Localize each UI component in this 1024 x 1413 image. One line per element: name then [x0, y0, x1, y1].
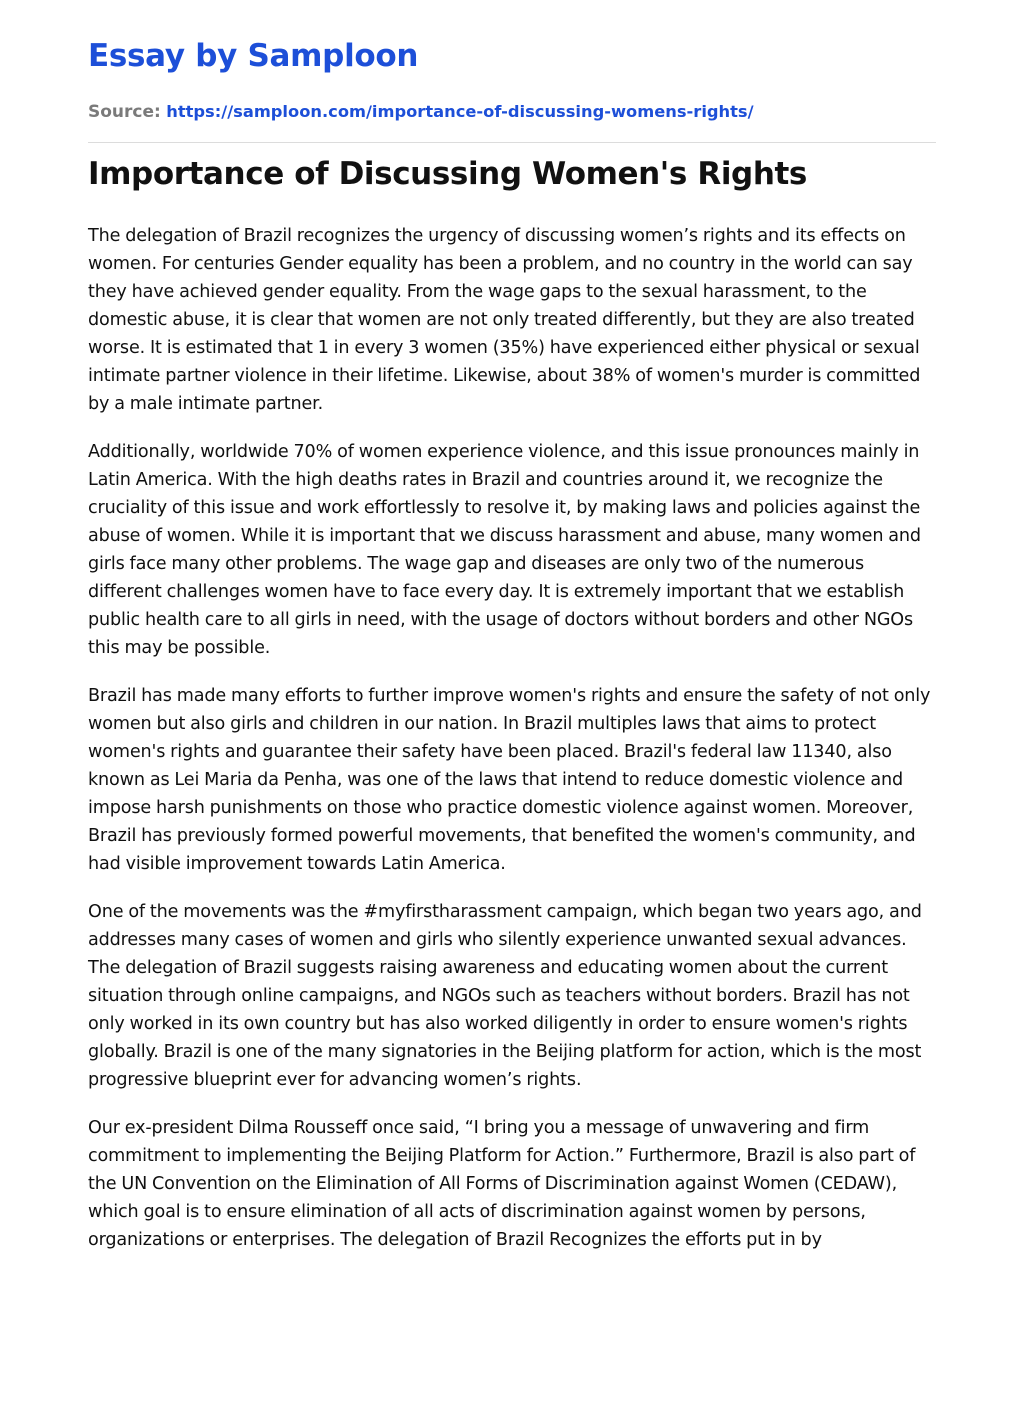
site-brand-title[interactable]: Essay by Samploon — [88, 38, 419, 74]
essay-paragraph: One of the movements was the #myfirstharassment campaign, which began two years ago, and addresses many cases of women and girls who silently experience unwanted sexual advances. The delegation of Brazil suggests raising awareness and educating women about the current situation through online campaigns, and NGOs such as teachers without borders. Brazil has not only worked in its own country but has also worked diligently in order to ensure women's rights globally. Brazil is one of the many signatories in the Beijing platform for action, which is the most progressive blueprint ever for advancing women’s rights. — [88, 902, 922, 1090]
essay-body — [88, 222, 938, 1274]
source-line — [88, 102, 754, 122]
essay-paragraph: Brazil has made many efforts to further improve women's rights and ensure the safety of not only women but also girls and children in our nation. In Brazil multiples laws that aims to protect women's rights and guarantee their safety have been placed. Brazil's federal law 11340, also known as Lei Maria da Penha, was one of the laws that intend to reduce domestic violence and impose harsh punishments on those who practice domestic violence against women. Moreover, Brazil has previously formed powerful movements, that benefited the women's community, and had visible improvement towards Latin America. — [88, 686, 931, 874]
source-link[interactable]: https://samploon.com/importance-of-discussing-womens-rights/ — [166, 102, 754, 121]
essay-title: Importance of Discussing Women's Rights — [88, 156, 807, 192]
essay-paragraph: Our ex-president Dilma Rousseff once said, “I bring you a message of unwavering and firm commitment to implementing the Beijing Platform for Action.” Furthermore, Brazil is also part of the UN Convention on the Elimination of All Forms of Discrimination against Women (CEDAW), which goal is to ensure elimination of all acts of discrimination against women by persons, organizations or enterprises. The delegation of Brazil Recognizes the efforts put in by — [88, 1118, 916, 1250]
header-divider — [88, 142, 936, 143]
essay-paragraph: Additionally, worldwide 70% of women experience violence, and this issue pronounces mainly in Latin America. With the high deaths rates in Brazil and countries around it, we recognize the cruciality of this issue and work effortlessly to resolve it, by making laws and policies against the abuse of women. While it is important that we discuss harassment and abuse, many women and girls face many other problems. The wage gap and diseases are only two of the numerous different challenges women have to face every day. It is extremely important that we establish public health care to all girls in need, with the usage of doctors without borders and other NGOs this may be possible. — [88, 442, 921, 658]
source-label: Source: — [88, 102, 161, 122]
essay-paragraph: The delegation of Brazil recognizes the urgency of discussing women’s rights and its effects on women. For centuries Gender equality has been a problem, and no country in the world can say they have achieved gender equality. From the wage gaps to the sexual harassment, to the domestic abuse, it is clear that women are not only treated differently, but they are also treated worse. It is estimated that 1 in every 3 women (35%) have experienced either physical or sexual intimate partner violence in their lifetime. Likewise, about 38% of women's murder is committed by a male intimate partner. — [88, 226, 921, 414]
